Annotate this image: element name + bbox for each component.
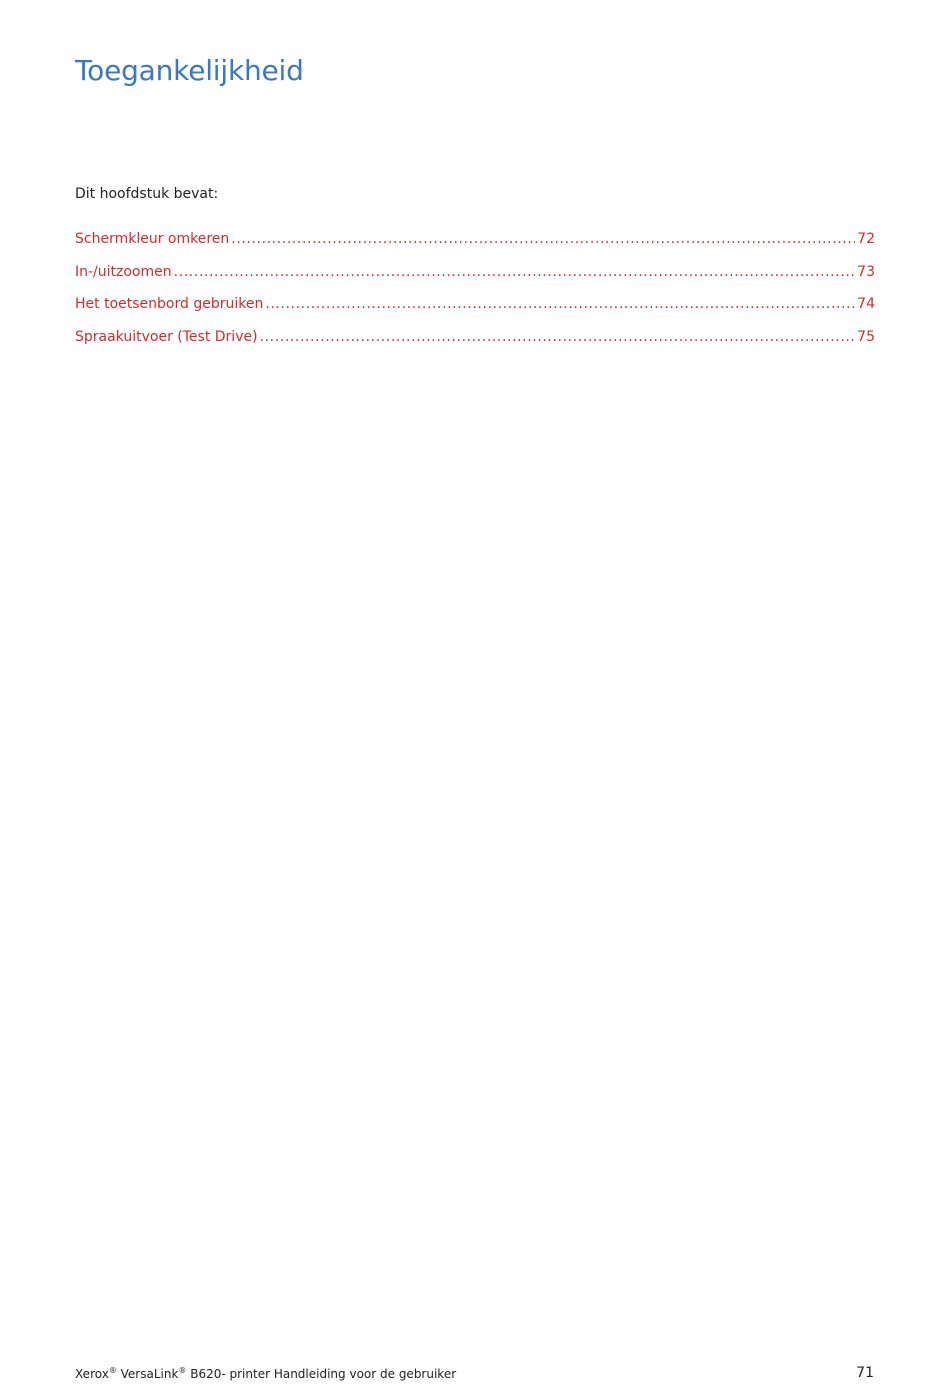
registered-mark: ®	[178, 1366, 187, 1375]
toc-entry-speech-output[interactable]	[75, 327, 875, 360]
table-of-contents	[75, 229, 875, 360]
intro-text: Dit hoofdstuk bevat:	[75, 186, 219, 202]
footer-product: VersaLink	[116, 1367, 179, 1381]
footer-document-title	[75, 1366, 456, 1382]
toc-dot-leader	[231, 229, 855, 249]
toc-dot-leader	[260, 327, 856, 347]
toc-entry-label: Spraakuitvoer (Test Drive)	[75, 329, 258, 346]
toc-entry-page: 72	[857, 231, 875, 247]
toc-entry-keyboard[interactable]	[75, 294, 875, 327]
toc-entry-page: 74	[857, 296, 875, 313]
page-title: Toegankelijkheid	[75, 54, 304, 87]
footer-description: B620- printer Handleiding voor de gebruiker	[186, 1367, 457, 1381]
toc-entry-page: 73	[857, 263, 875, 280]
toc-entry-label: Schermkleur omkeren	[75, 231, 230, 247]
toc-entry-label: In-/uitzoomen	[75, 263, 172, 280]
footer-brand: Xerox	[75, 1367, 109, 1381]
toc-dot-leader	[174, 262, 856, 282]
toc-entry-page: 75	[857, 329, 875, 346]
toc-entry-invert-colors[interactable]	[75, 229, 875, 262]
registered-mark: ®	[108, 1366, 117, 1375]
page-number: 71	[856, 1365, 874, 1381]
toc-entry-label: Het toetsenbord gebruiken	[75, 296, 264, 313]
toc-entry-zoom[interactable]	[75, 262, 875, 295]
toc-dot-leader	[265, 294, 855, 314]
